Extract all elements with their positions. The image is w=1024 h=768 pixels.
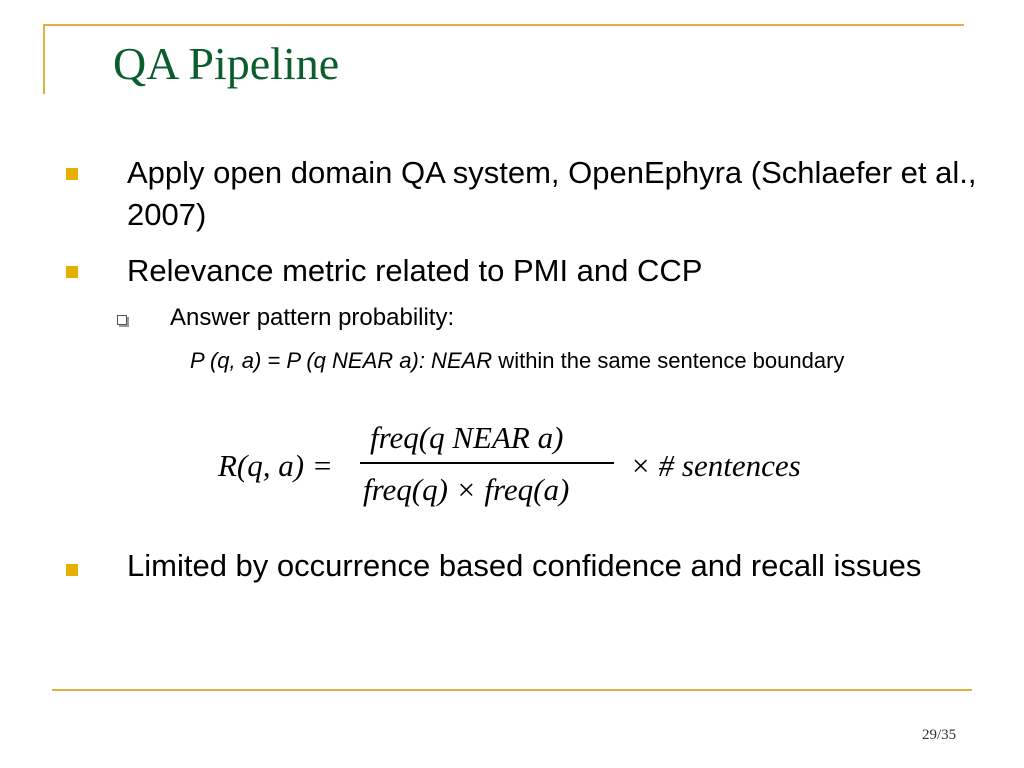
bullet-square-icon (66, 564, 78, 576)
bullet-text-3: Limited by occurrence based confidence and recall issues (127, 548, 922, 583)
detail-rest: within the same sentence boundary (492, 348, 845, 373)
formula-denominator: freq(q) × freq(a) (363, 472, 570, 507)
footer-rule (52, 689, 972, 691)
bullet-square-icon (66, 266, 78, 278)
formula-rhs: × # sentences (630, 448, 801, 483)
bullet-square-icon (66, 168, 78, 180)
bullet-text-2: Relevance metric related to PMI and CCP (127, 253, 703, 288)
frame-left-rule (43, 24, 45, 94)
detail-text (190, 344, 930, 377)
frame-top-rule (43, 24, 964, 26)
sub-bullet-text: Answer pattern probability: (170, 304, 455, 331)
slide-title: QA Pipeline (113, 38, 340, 89)
detail-italic: P (q, a) = P (q NEAR a): NEAR (190, 348, 493, 373)
sub-bullet-box-icon (117, 315, 127, 325)
relevance-formula (218, 420, 838, 520)
formula-lhs: R(q, a) = (218, 448, 333, 483)
bullet-text-1: Apply open domain QA system, OpenEphyra (Schlaefer et al., 2007) (127, 155, 977, 232)
fraction-bar (360, 462, 614, 464)
page-number: 29/35 (922, 727, 957, 743)
formula-numerator: freq(q NEAR a) (370, 420, 564, 455)
